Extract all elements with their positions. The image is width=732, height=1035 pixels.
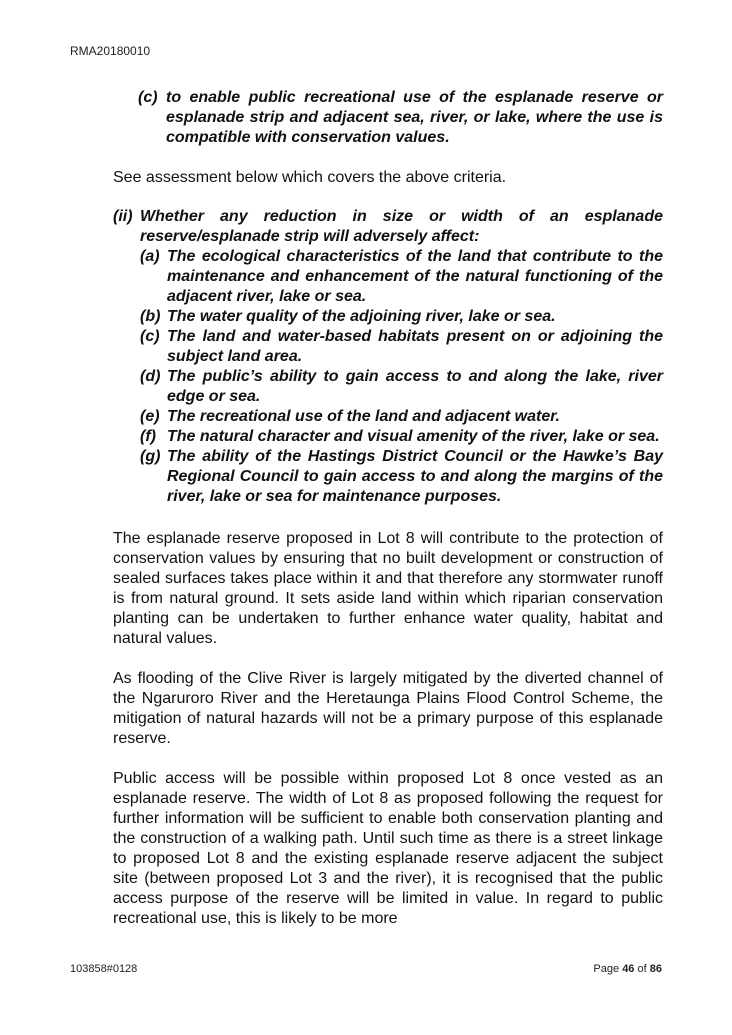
item-text: The recreational use of the land and adjacent water. [167, 408, 560, 425]
paragraph-conservation: The esplanade reserve proposed in Lot 8 will contribute to the protection of conservation values by ensuring that no built development or construction of sealed surfaces takes place within it and that therefore any stormwater runoff is from natural ground. It sets aside land within which riparian conservation planting can be undertaken to further enhance water quality, habitat and natural values. [113, 530, 663, 647]
item-label: (b) [140, 308, 161, 325]
document-body [113, 88, 663, 929]
see-assessment-text: See assessment below which covers the above criteria. [113, 169, 507, 186]
criterion-ii-item-g [140, 447, 663, 507]
page-word: Page [593, 963, 620, 975]
criterion-ii-item-d [140, 367, 663, 407]
item-label: (e) [140, 408, 160, 425]
item-label: (f) [140, 428, 156, 445]
criterion-ii-item-e [140, 407, 663, 427]
item-text: The ecological characteristics of the land that contribute to the maintenance and enhancement of the natural functioning of the adjacent river, lake or sea. [167, 248, 663, 305]
item-label: (a) [140, 248, 160, 265]
criterion-ii-item-b [140, 307, 663, 327]
page-total: 86 [649, 963, 662, 975]
item-text: The land and water-based habitats present on or adjoining the subject land area. [167, 328, 663, 365]
criterion-ii-heading [113, 207, 663, 247]
criterion-ii [113, 207, 663, 507]
page-footer [70, 963, 662, 975]
item-text: The natural character and visual amenity of the river, lake or sea. [167, 428, 660, 445]
criterion-c [138, 88, 663, 148]
criterion-ii-item-f [140, 427, 663, 447]
item-label: (c) [140, 328, 160, 345]
paragraph-public-access: Public access will be possible within proposed Lot 8 once vested as an esplanade reserve. The width of Lot 8 as proposed following the request for further information will be sufficient to enable both conservation planting and the construction of a walking path. Until such time as there is a street linkage to proposed Lot 8 and the existing esplanade reserve adjacent the subject site (between proposed Lot 3 and the river), it is recognised that the public access purpose of the reserve will be limited in value. In regard to public recreational use, this is likely to be more [113, 770, 663, 927]
criterion-c-text: to enable public recreational use of the esplanade reserve or esplanade strip and adjacent sea, river, or lake, where the use is compatible with conservation values. [166, 89, 663, 146]
item-label: (d) [140, 368, 161, 385]
criterion-c-label: (c) [138, 89, 158, 106]
page-number [593, 963, 662, 975]
paragraph-flooding: As flooding of the Clive River is largely mitigated by the diverted channel of the Ngaruroro River and the Heretaunga Plains Flood Control Scheme, the mitigation of natural hazards will not be a primary purpose of this esplanade reserve. [113, 670, 663, 747]
criterion-ii-item-c [140, 327, 663, 367]
item-text: The water quality of the adjoining river, lake or sea. [167, 308, 556, 325]
criterion-ii-label: (ii) [113, 208, 133, 225]
item-text: The ability of the Hastings District Council or the Hawke’s Bay Regional Council to gain access to and along the margins of the river, lake or sea for maintenance purposes. [167, 448, 663, 505]
item-label: (g) [140, 448, 161, 465]
criterion-ii-text: Whether any reduction in size or width of an esplanade reserve/esplanade strip will adversely affect: [140, 208, 663, 245]
page-of: of [637, 963, 647, 975]
item-text: The public’s ability to gain access to and along the lake, river edge or sea. [167, 368, 663, 405]
document-reference: RMA20180010 [70, 44, 151, 58]
page-current: 46 [622, 963, 635, 975]
criterion-ii-item-a [140, 247, 663, 307]
document-number: 103858#0128 [70, 963, 138, 975]
